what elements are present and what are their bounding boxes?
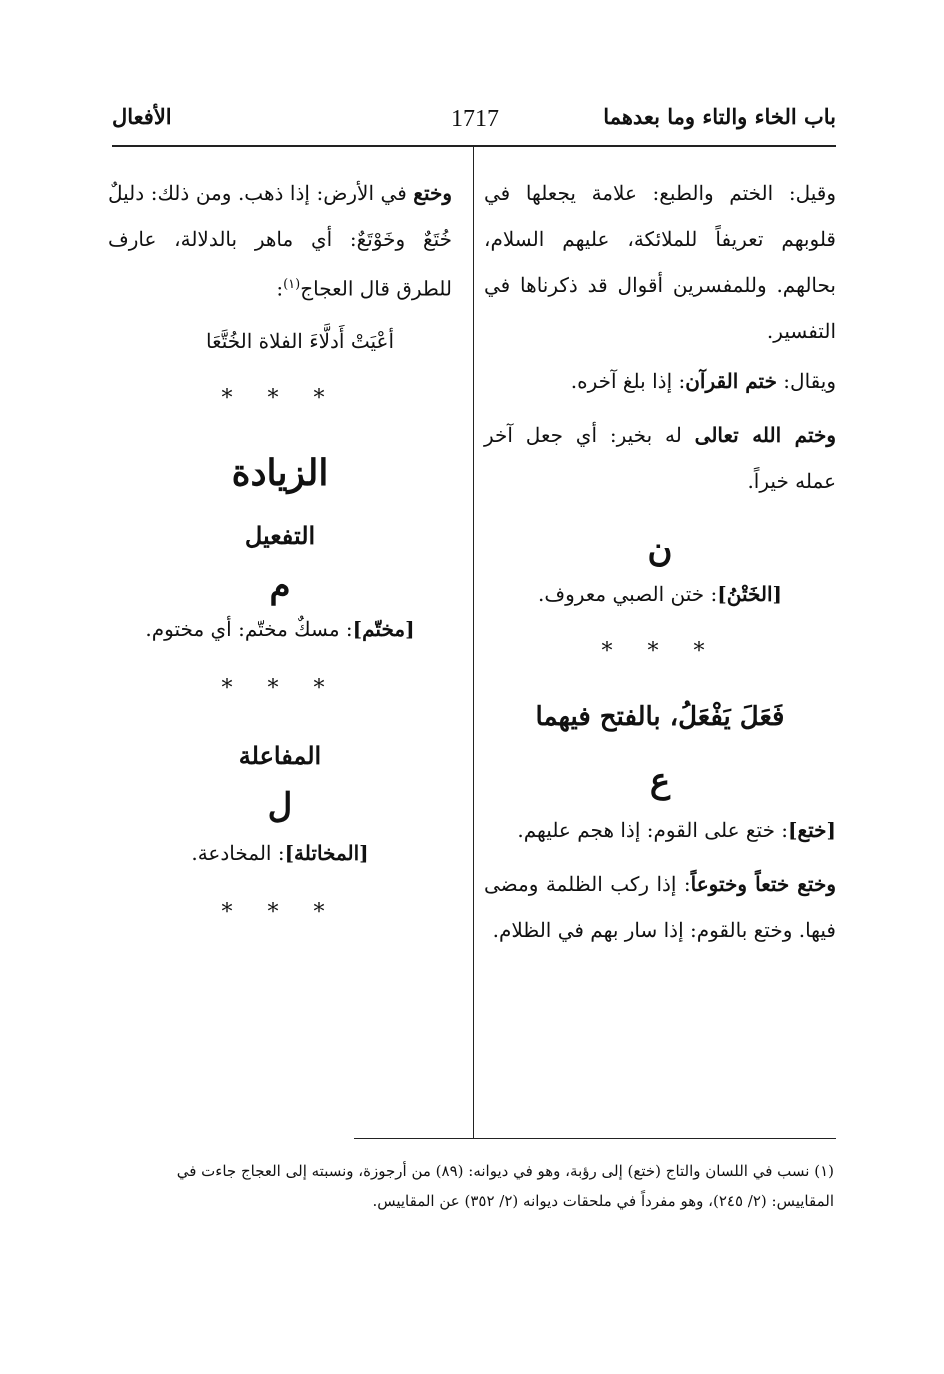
entry-term: [الخَتْنُ]: [717, 581, 783, 606]
verse-line: أعْيَتْ أَدلَّاءَ الفلاة الخُتَّعَا: [205, 328, 395, 353]
entry: [مختّم]: مسكٌ مختّم: أي مختوم.: [145, 617, 415, 642]
entry-term: [المخاتلة]: [284, 841, 369, 866]
letter-heading: م: [269, 565, 291, 606]
chapter-title: باب الخاء والتاء وما بعدهما: [603, 104, 836, 129]
header-rule: [112, 145, 836, 147]
right-column: [484, 170, 836, 953]
bold-term: وختع: [413, 181, 452, 205]
bold-term: وختم الله تعالى: [694, 423, 837, 447]
paragraph: وختم الله تعالى له بخير: أي جعل آخر عمله خيراً.: [484, 423, 837, 493]
letter-heading: ن: [647, 530, 673, 570]
footnote-rule: [354, 1138, 836, 1139]
left-column: [108, 170, 452, 936]
page-number: 1717: [451, 106, 499, 132]
entry: [المخاتلة]: المخادعة.: [191, 841, 369, 866]
paragraph: وختع في الأرض: إذا ذهب. ومن ذلك: دليلٌ خُتَعٌ وخَوْتَعٌ: أي ماهر بالدلالة، عارف للطرق قال العجاج$^{(١)}$:: [108, 181, 452, 301]
subsection-heading: المفاعلة: [238, 741, 322, 771]
bold-term: وختع ختعاً وختوعاً: [690, 872, 836, 897]
separator-stars: * * *: [221, 385, 339, 411]
paragraph: وختع ختعاً وختوعاً: إذا ركب الظلمة ومضى فيها. وختع بالقوم: إذا سار بهم في الظلام.: [484, 872, 836, 943]
separator-stars: * * *: [221, 676, 339, 702]
paragraph: ويقال: ختم القرآن: إذا بلغ آخره.: [570, 369, 836, 393]
subsection-heading: التفعيل: [244, 521, 316, 551]
column-divider: [473, 147, 474, 1138]
footnote-ref: (١): [283, 277, 301, 292]
separator-stars: * * *: [221, 900, 339, 926]
letter-heading: ع: [649, 760, 671, 801]
section-heading: فَعَلَ يَفْعَلُ، بالفتح فيهما: [535, 701, 785, 732]
entry: [ختع]: ختع على القوم: إذا هجم عليهم.: [517, 818, 836, 843]
footnote-line: (١) نسب في اللسان والتاج (ختع) إلى رؤبة، وهو في ديوانه: (٨٩) من أرجوزة، ونسبته إلى العجاج جاءت في: [176, 1162, 834, 1180]
section-title: الأفعال: [112, 104, 172, 129]
separator-stars: * * *: [601, 638, 719, 664]
footnote-line: المقاييس: (٢/ ٢٤٥)، وهو مفرداً في ملحقات ديوانه (٢/ ٣٥٢) عن المقاييس.: [372, 1192, 834, 1210]
paragraph: وقيل: الختم والطبع: علامة يجعلها في قلوبهم تعريفاً للملائكة، عليهم السلام، بحالهم. وللمفسرين أقوال قد ذكرناها في التفسير.: [484, 181, 836, 343]
entry: [الخَتْنُ]: ختن الصبي معروف.: [537, 581, 783, 606]
footnote: [114, 1156, 834, 1216]
section-heading: الزيادة: [231, 451, 329, 494]
bold-term: ختم القرآن: [685, 369, 777, 393]
letter-heading: ل: [267, 785, 293, 826]
entry-term: [ختع]: [788, 818, 836, 843]
entry-term: [مختّم]: [352, 617, 415, 642]
